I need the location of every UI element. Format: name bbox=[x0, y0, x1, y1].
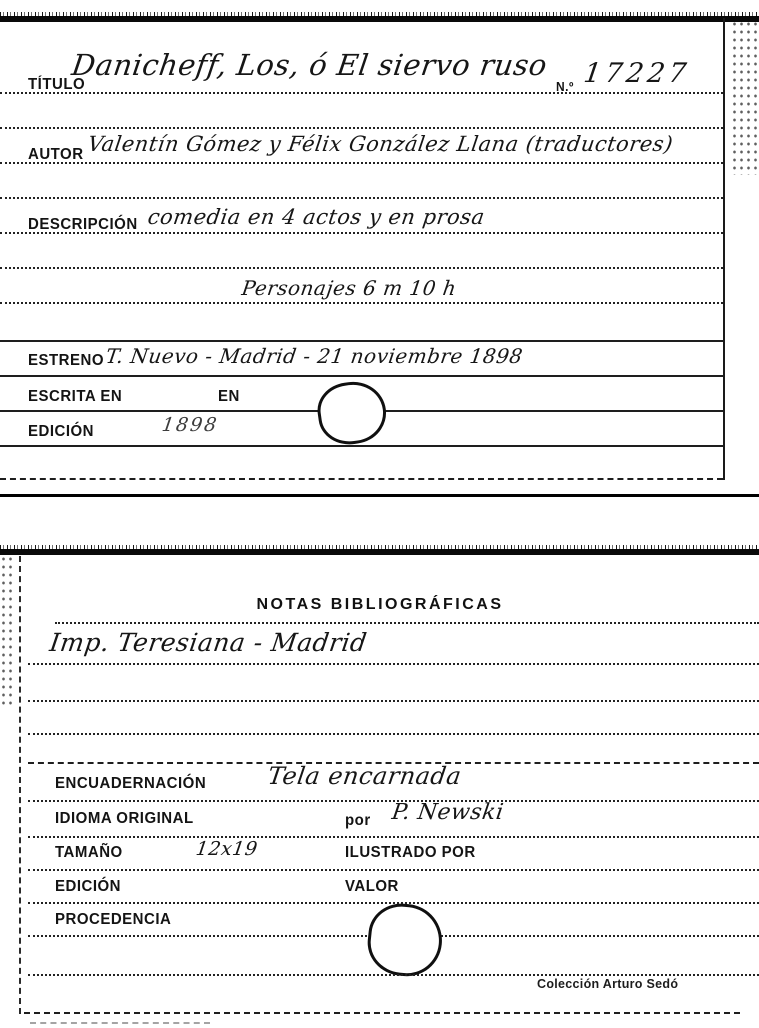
card-front bbox=[0, 0, 759, 500]
ruled-line bbox=[0, 197, 723, 199]
scan-divider-line bbox=[0, 494, 759, 497]
collection-stamp: Colección Arturo Sedó bbox=[537, 977, 679, 991]
ruled-line bbox=[55, 622, 759, 624]
por-label: por bbox=[345, 811, 371, 830]
ruled-line bbox=[0, 127, 723, 129]
card-front-right-border bbox=[723, 18, 725, 480]
ruled-line bbox=[28, 869, 759, 871]
por-value: P. Newski bbox=[390, 800, 506, 825]
notas-value: Imp. Teresiana - Madrid bbox=[47, 628, 369, 657]
tamano-label: TAMAÑO bbox=[55, 843, 123, 862]
hole-punch bbox=[314, 378, 390, 449]
scan-bottom-artifact bbox=[30, 1022, 210, 1024]
card-front-bottom-edge bbox=[0, 478, 723, 480]
ruled-line bbox=[0, 267, 723, 269]
descripcion-label: DESCRIPCIÓN bbox=[28, 215, 138, 234]
card-back-bottom-edge bbox=[24, 1012, 740, 1014]
ruled-line bbox=[28, 974, 759, 976]
ruled-line bbox=[28, 663, 759, 665]
hole-punch bbox=[364, 900, 445, 979]
titulo-label: TÍTULO bbox=[28, 75, 86, 94]
en-label: EN bbox=[218, 387, 240, 406]
titulo-value: Danicheff, Los, ó El siervo ruso bbox=[69, 48, 550, 82]
ruled-line bbox=[0, 162, 723, 164]
ruled-line bbox=[0, 340, 723, 342]
ruled-line bbox=[28, 700, 759, 702]
ruled-line bbox=[0, 445, 723, 447]
ruled-line bbox=[28, 733, 759, 735]
ruled-line bbox=[0, 302, 723, 304]
edicion-back-label: EDICIÓN bbox=[55, 877, 122, 896]
card-back-torn-top-edge bbox=[0, 545, 759, 555]
ilustrado-por-label: ILUSTRADO POR bbox=[345, 843, 476, 862]
ruled-line bbox=[0, 92, 723, 94]
edicion-label: EDICIÓN bbox=[28, 422, 95, 441]
numero-label: N.º bbox=[556, 79, 574, 95]
escrita-en-label: ESCRITA EN bbox=[28, 387, 123, 406]
descripcion-value: comedia en 4 actos y en prosa bbox=[146, 205, 487, 229]
edicion-value: 1898 bbox=[160, 414, 220, 436]
card-back bbox=[0, 540, 759, 1028]
autor-value: Valentín Gómez y Félix González Llana (traductores) bbox=[86, 132, 675, 156]
card-back-left-border bbox=[19, 556, 21, 1014]
notas-heading: NOTAS BIBLIOGRÁFICAS bbox=[256, 596, 504, 613]
card-front-torn-top-edge bbox=[0, 12, 759, 22]
estreno-value: T. Nuevo - Madrid - 21 noviembre 1898 bbox=[104, 344, 525, 368]
ruled-line bbox=[28, 836, 759, 838]
card-front-right-edge-noise bbox=[731, 20, 759, 175]
personajes-note: Personajes 6 m 10 h bbox=[240, 276, 459, 300]
card-back-left-edge-noise bbox=[0, 555, 14, 705]
procedencia-label: PROCEDENCIA bbox=[55, 910, 172, 929]
encuadernacion-value: Tela encarnada bbox=[266, 762, 464, 790]
encuadernacion-label: ENCUADERNACIÓN bbox=[55, 774, 207, 793]
idioma-original-label: IDIOMA ORIGINAL bbox=[55, 809, 194, 828]
tamano-value: 12x19 bbox=[194, 838, 260, 860]
estreno-label: ESTRENO bbox=[28, 351, 105, 370]
ruled-line bbox=[0, 375, 723, 377]
valor-label: VALOR bbox=[345, 877, 399, 896]
numero-value: 17227 bbox=[581, 58, 693, 89]
autor-label: AUTOR bbox=[28, 145, 84, 164]
